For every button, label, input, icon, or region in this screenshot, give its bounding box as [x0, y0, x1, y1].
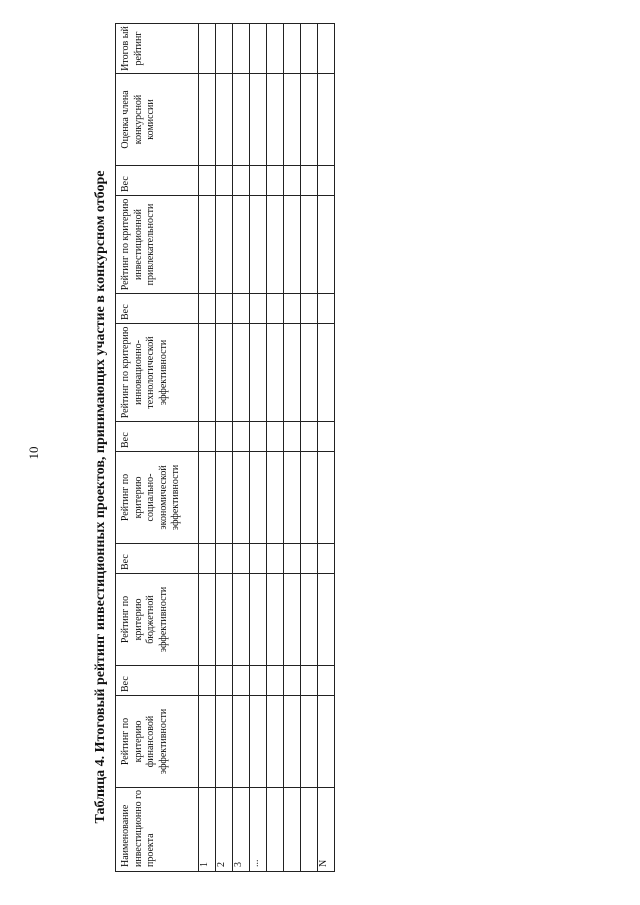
table-row [216, 24, 233, 872]
header-project-name: Наименование инвестиционно го проекта [116, 788, 199, 872]
header-financial: Рейтинг по критерию финансовой эффективности [116, 696, 199, 788]
row-label: ... [250, 788, 267, 872]
rating-table [115, 23, 335, 872]
header-social: Рейтинг по критерию социально-экономической эффективности [116, 452, 199, 544]
row-label: 1 [199, 788, 216, 872]
header-budget: Рейтинг по критерию бюджетной эффективности [116, 574, 199, 666]
header-commission: Оценка члена конкурсной комиссии [116, 74, 199, 166]
header-weight-2: Вес [116, 544, 199, 574]
row-label: 2 [216, 788, 233, 872]
header-innovation: Рейтинг по критерию инновационно-технологической эффективности [116, 324, 199, 422]
table-row [233, 24, 250, 872]
row-label: N [318, 788, 335, 872]
header-row [116, 24, 199, 872]
table-row [318, 24, 335, 872]
header-weight-4: Вес [116, 294, 199, 324]
table-row [301, 24, 318, 872]
header-weight-1: Вес [116, 666, 199, 696]
header-weight-5: Вес [116, 166, 199, 196]
row-label [284, 788, 301, 872]
table-caption: Таблица 4. Итоговый рейтинг инвестиционных проектов, принимающих участие в конкурсном отборе [93, 170, 108, 824]
page-number: 10 [26, 446, 41, 460]
row-label: 3 [233, 788, 250, 872]
row-label [301, 788, 318, 872]
rotated-table-container [115, 26, 329, 872]
row-label [267, 788, 284, 872]
table-row [250, 24, 267, 872]
table-row [199, 24, 216, 872]
header-total: Итогов ый рейтинг [116, 24, 199, 74]
header-weight-3: Вес [116, 422, 199, 452]
table-row [267, 24, 284, 872]
header-attractiveness: Рейтинг по критерию инвестиционной привлекательности [116, 196, 199, 294]
table-row [284, 24, 301, 872]
